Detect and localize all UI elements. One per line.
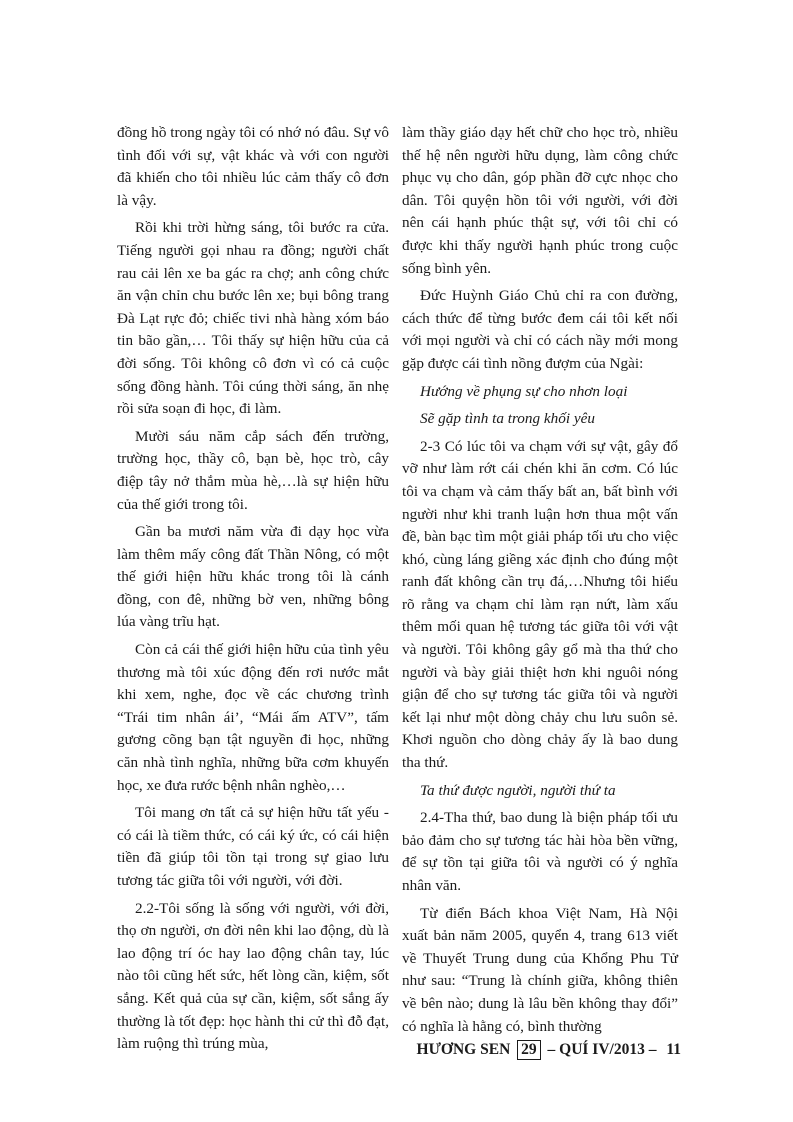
paragraph: Rồi khi trời hừng sáng, tôi bước ra cửa. Tiếng người gọi nhau ra đồng; người chất rau cải lên xe ba gác ra chợ; anh công chức ăn vận chỉn chu bước lên xe; bụi bông trang Đà Lạt rực đỏ; chiếc tivi nhà hàng xóm báo tin bão gần,… Tôi thấy sự hiện hữu của cả đời sống. Tôi không cô đơn vì có cả cuộc sống đồng hành. Tôi cúng thời sáng, ăn nhẹ rồi sửa soạn đi học, đi làm. <box>117 219 389 418</box>
paragraph: Đức Huỳnh Giáo Chủ chỉ ra con đường, cách thức để từng bước đem cái tôi kết nối với mọi người và chỉ có cách nầy mới mong gặp được cái tình nồng đượm của Ngài: <box>402 287 678 372</box>
page-number: 11 <box>666 1041 681 1058</box>
paragraph: 2.2-Tôi sống là sống với người, với đời, thọ ơn người, ơn đời nên khi lao động, dù là lao động trí óc hay lao động chân tay, lúc nào tôi cũng hết sức, hết lòng cần, kiệm, sốt sắng. Kết quả của sự cần, kiệm, sốt sắng ấy thường là tốt đẹp: học hành thi cử thì đỗ đạt, làm ruộng thì trúng mùa, <box>117 899 389 1053</box>
paragraph: làm thầy giáo dạy hết chữ cho học trò, nhiều thế hệ nên người hữu dụng, làm công chức phục vụ cho dân, góp phần đỡ cực nhọc cho dân. Tôi quyện hồn tôi với người, với đời nên cái hạnh phúc thật sự, với tôi chỉ có được khi thấy người hạnh phúc trong cuộc sống bình yên. <box>402 124 678 277</box>
paragraph: 2.4-Tha thứ, bao dung là biện pháp tối ưu bảo đảm cho sự tương tác hài hòa bền vững, để sự tồn tại giữa tôi và người có ý nghĩa nhân văn. <box>402 809 678 894</box>
paragraph: 2-3 Có lúc tôi va chạm với sự vật, gây đổ vỡ như làm rớt cái chén khi ăn cơm. Có lúc tôi va chạm và cảm thấy bất an, bất bình với người như khi tranh luận hơn thua một vấn đề, bàn bạc tìm một giải pháp tối ưu cho việc khó, cùng láng giềng xác định cho đúng một ranh đất không cần trụ đá,…Nhưng tôi hiểu rõ rằng va chạm chỉ làm rạn nứt, làm xấu thêm mối quan hệ tương tác giữa tôi với vật và người. Tôi không gây gổ mà tha thứ cho người và bày giải thiệt hơn khi nguôi nóng giận để cho sự tương tác giữa tôi và người kết lại như một dòng chảy chu lưu suôn sẻ. Khơi nguồn cho dòng chảy ấy là bao dung tha thứ. <box>402 437 678 772</box>
paragraph: Còn cả cái thế giới hiện hữu của tình yêu thương mà tôi xúc động đến rơi nước mắt khi xem, nghe, đọc về các chương trình “Trái tim nhân ái’, “Mái ấm ATV”, tấm gương cõng bạn tật nguyền đi học, những căn nhà tình nghĩa, những bữa cơm khuyến học, xe đưa rước bệnh nhân nghèo,… <box>117 641 389 794</box>
left-column <box>117 122 389 1061</box>
paragraph: Tôi mang ơn tất cả sự hiện hữu tất yếu - có cái là tiềm thức, có cái ký ức, có cái hiện tiền đã giúp tôi tồn tại trong sự giao lưu tương tác giữa tôi với người, với đời. <box>117 804 389 889</box>
verse-line: Ta thứ được người, người thứ ta <box>420 781 616 799</box>
page-footer <box>417 1040 681 1060</box>
magazine-name: HƯƠNG SEN <box>416 1041 511 1058</box>
paragraph: Gần ba mươi năm vừa đi dạy học vừa làm thêm mấy công đất Thần Nông, có một thế giới hiện hữu khác trong tôi là cánh đồng, con đê, những bờ ven, những bông lúa vàng trĩu hạt. <box>117 523 389 631</box>
verse-line: Hướng về phụng sự cho nhơn loại <box>420 382 628 400</box>
right-column <box>402 122 678 1043</box>
paragraph: đồng hồ trong ngày tôi có nhớ nó đâu. Sự vô tình đối với sự, vật khác và với con người đã khiến cho tôi nhiều lúc cảm thấy cô đơn là vậy. <box>117 124 389 209</box>
issue-period: – QUÍ IV/2013 – <box>547 1041 657 1058</box>
paragraph: Từ điển Bách khoa Việt Nam, Hà Nội xuất bản năm 2005, quyển 4, trang 613 viết về Thuyết Trung dung của Khổng Phu Tử như sau: “Trung là chính giữa, không thiên về bên nào; dung là lâu bền không thay đổi” có nghĩa là hằng có, bình thường <box>402 904 678 1035</box>
verse-line: Sẽ gặp tình ta trong khối yêu <box>420 410 595 428</box>
paragraph: Mười sáu năm cắp sách đến trường, trường học, thầy cô, bạn bè, học trò, cây điệp tây nở thắm mùa hè,…là sự hiện hữu của thế giới trong tôi. <box>117 427 389 513</box>
issue-number-box: 29 <box>517 1040 541 1060</box>
